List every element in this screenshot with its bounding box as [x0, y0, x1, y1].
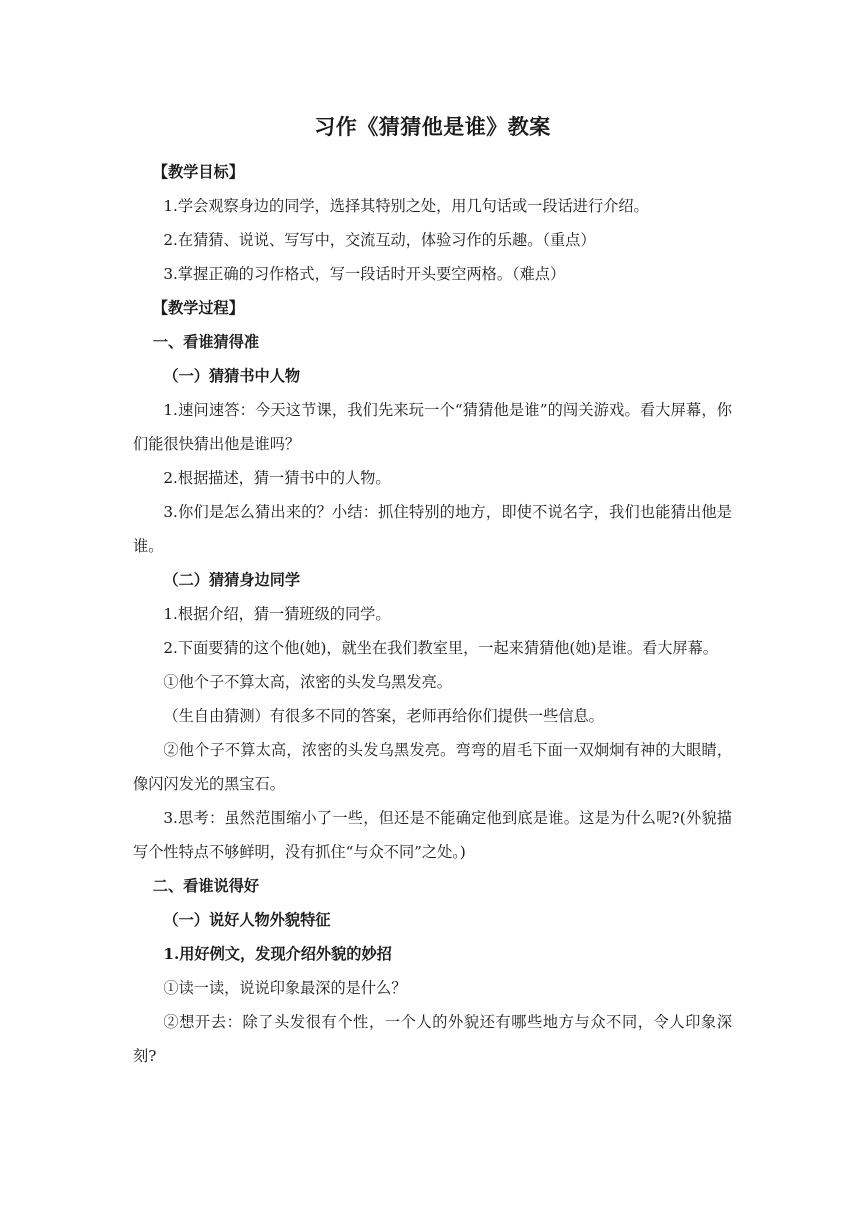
section-heading: （二）猜猜身边同学: [163, 571, 301, 589]
paragraph: 2.在猜猜、说说、写写中，交流互动，体验习作的乐趣。（重点）: [163, 231, 596, 249]
paragraph: 3.思考：虽然范围缩小了一些，但还是不能确定他到底是谁。这是为什么呢?(外貌描写个性特点不够鲜明，没有抓住“与众不同”之处。): [133, 809, 732, 861]
paragraph: 2.根据描述，猜一猜书中的人物。: [163, 469, 391, 487]
section-heading: 二、看谁说得好: [152, 877, 260, 895]
section-heading: （一）说好人物外貌特征: [163, 911, 331, 929]
section-heading: 一、看谁猜得准: [152, 333, 260, 351]
paragraph: 1.根据介绍，猜一猜班级的同学。: [163, 605, 391, 623]
paragraph: 3.掌握正确的习作格式，写一段话时开头要空两格。（难点）: [163, 265, 566, 283]
paragraph: ①读一读，说说印象最深的是什么？: [163, 979, 407, 997]
document-title: 习作《猜猜他是谁》教案: [314, 114, 551, 139]
section-heading: 【教学目标】: [152, 163, 244, 181]
paragraph: 2.下面要猜的这个他(她)，就坐在我们教室里，一起来猜猜他(她)是谁。看大屏幕。: [163, 639, 718, 657]
section-heading: （一）猜猜书中人物: [163, 367, 301, 385]
section-heading: 【教学过程】: [152, 299, 244, 317]
section-heading: 1.用好例文，发现介绍外貌的妙招: [163, 945, 392, 963]
paragraph: （生自由猜测）有很多不同的答案，老师再给你们提供一些信息。: [163, 707, 604, 725]
paragraph: ②他个子不算太高，浓密的头发乌黑发亮。弯弯的眉毛下面一双炯炯有神的大眼睛，像闪闪发光的黑宝石。: [133, 741, 732, 793]
paragraph: 1.速问速答：今天这节课，我们先来玩一个“猜猜他是谁”的闯关游戏。看大屏幕，你们能很快猜出他是谁吗？: [133, 401, 732, 453]
paragraph: ①他个子不算太高，浓密的头发乌黑发亮。: [163, 673, 452, 691]
paragraph: ②想开去：除了头发很有个性，一个人的外貌还有哪些地方与众不同，令人印象深刻?: [133, 1013, 732, 1065]
document-body: [133, 155, 732, 1073]
paragraph: 3.你们是怎么猜出来的？小结：抓住特别的地方，即使不说名字，我们也能猜出他是谁。: [133, 503, 732, 555]
paragraph: 1.学会观察身边的同学，选择其特别之处，用几句话或一段话进行介绍。: [163, 197, 649, 215]
